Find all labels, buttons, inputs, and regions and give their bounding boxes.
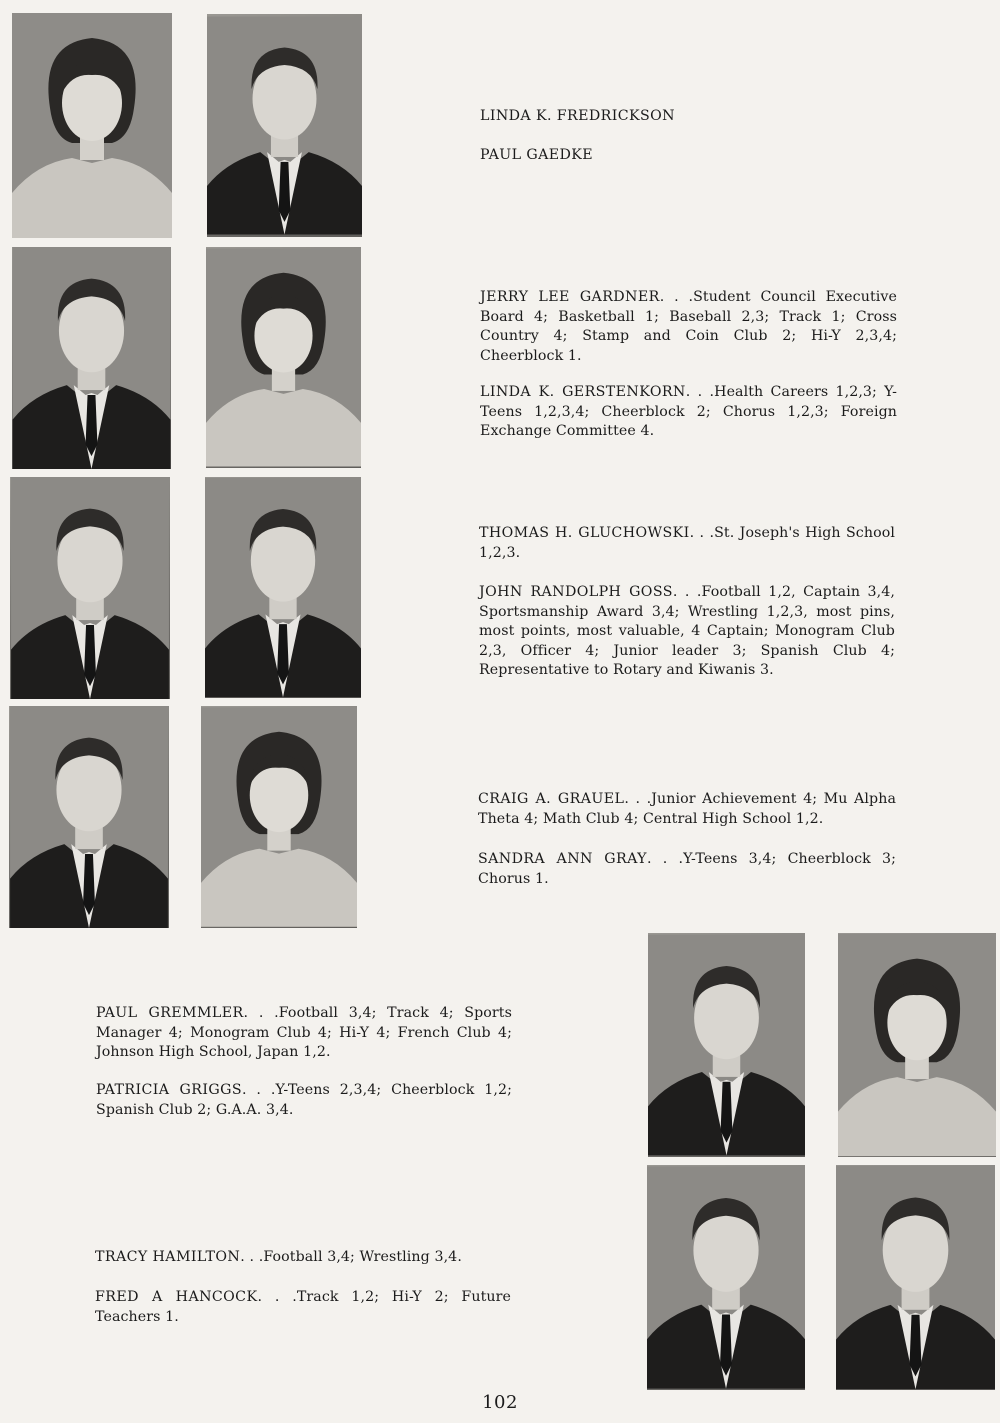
male-portrait-icon	[647, 1165, 805, 1390]
senior-activities: St. Joseph's High School 1,2,3.	[479, 525, 895, 561]
male-portrait-icon	[12, 247, 171, 469]
senior-name: PAUL GREMMLER	[96, 1005, 244, 1021]
senior-entry	[95, 1248, 513, 1268]
male-portrait-icon	[10, 477, 170, 699]
senior-name: LINDA K. FREDRICKSON	[480, 108, 675, 124]
female-portrait-icon	[12, 13, 172, 238]
senior-name: TRACY HAMILTON	[95, 1249, 241, 1265]
name-separator: . . .	[624, 791, 652, 807]
senior-entry	[480, 288, 897, 366]
senior-name: SANDRA ANN GRAY	[478, 851, 647, 867]
senior-name: FRED A HANCOCK	[95, 1289, 258, 1305]
name-separator: . . .	[659, 289, 694, 305]
name-separator: . . .	[689, 525, 715, 541]
senior-entry	[478, 850, 896, 889]
senior-activities: Track 1,2; Hi-Y 2; Future Teachers 1.	[95, 1289, 511, 1325]
portrait-photo	[648, 933, 805, 1157]
male-portrait-icon	[9, 706, 169, 928]
senior-name: JOHN RANDOLPH GOSS	[479, 584, 673, 600]
senior-activities: Football 1,2, Captain 3,4, Sportsmanship Award 3,4; Wrestling 1,2,3, most pins, most points, most valuable, 4 Captain; Monogram Club 2,3, Officer 4; Junior leader 3; Spanish Club 4; Representative to Rotary and Kiwanis 3.	[479, 584, 895, 678]
male-portrait-icon	[205, 477, 361, 698]
senior-entry	[480, 107, 900, 127]
senior-entry	[480, 146, 900, 166]
senior-name: PATRICIA GRIGGS	[96, 1082, 242, 1098]
senior-entry	[95, 1288, 511, 1327]
senior-entry	[478, 790, 896, 829]
senior-entry	[480, 383, 897, 442]
senior-entry	[479, 524, 895, 563]
portrait-photo	[207, 14, 362, 237]
senior-activities: Student Council Executive Board 4; Basketball 1; Baseball 2,3; Track 1; Cross Country 4; Stamp and Coin Club 2; Hi-Y 2,3,4; Cheerblock 1.	[480, 289, 897, 364]
senior-activities: Y-Teens 2,3,4; Cheerblock 1,2; Spanish Club 2; G.A.A. 3,4.	[96, 1082, 512, 1118]
portrait-photo	[12, 13, 172, 238]
senior-activities: Health Careers 1,2,3; Y-Teens 1,2,3,4; Cheerblock 2; Chorus 1,2,3; Foreign Exchange Committee 4.	[480, 384, 897, 439]
portrait-photo	[201, 706, 357, 928]
name-separator: . . .	[243, 1005, 279, 1021]
page-number: 102	[482, 1392, 518, 1413]
senior-name: JERRY LEE GARDNER	[480, 289, 660, 305]
portrait-photo	[9, 706, 169, 928]
female-portrait-icon	[206, 247, 361, 468]
portrait-photo	[838, 933, 996, 1157]
portrait-photo	[12, 247, 171, 469]
name-separator: . . .	[685, 384, 715, 400]
female-portrait-icon	[201, 706, 357, 928]
portrait-photo	[206, 247, 361, 468]
senior-activities: Football 3,4; Wrestling 3,4.	[263, 1249, 462, 1265]
name-separator: . . .	[257, 1289, 297, 1305]
senior-activities: Football 3,4; Track 4; Sports Manager 4; Monogram Club 4; Hi-Y 4; French Club 4; Johnson High School, Japan 1,2.	[96, 1005, 512, 1060]
name-separator: . . .	[646, 851, 684, 867]
portrait-photo	[647, 1165, 805, 1390]
senior-entry	[479, 583, 895, 681]
senior-entry	[96, 1004, 512, 1063]
male-portrait-icon	[648, 933, 805, 1157]
male-portrait-icon	[207, 14, 362, 237]
portrait-photo	[205, 477, 361, 698]
male-portrait-icon	[836, 1165, 995, 1390]
senior-activities: Y-Teens 3,4; Cheerblock 3; Chorus 1.	[478, 851, 897, 887]
name-separator: . . .	[241, 1082, 276, 1098]
senior-name: LINDA K. GERSTENKORN	[480, 384, 686, 400]
senior-name: PAUL GAEDKE	[480, 147, 594, 163]
portrait-photo	[10, 477, 170, 699]
female-portrait-icon	[838, 933, 996, 1157]
name-separator: . . .	[240, 1249, 264, 1265]
senior-name: CRAIG A. GRAUEL	[478, 791, 625, 807]
senior-activities: Junior Achievement 4; Mu Alpha Theta 4; Math Club 4; Central High School 1,2.	[478, 791, 896, 827]
senior-entry	[96, 1081, 512, 1120]
senior-name: THOMAS H. GLUCHOWSKI	[479, 525, 690, 541]
name-separator: . . .	[672, 584, 702, 600]
portrait-photo	[836, 1165, 995, 1390]
